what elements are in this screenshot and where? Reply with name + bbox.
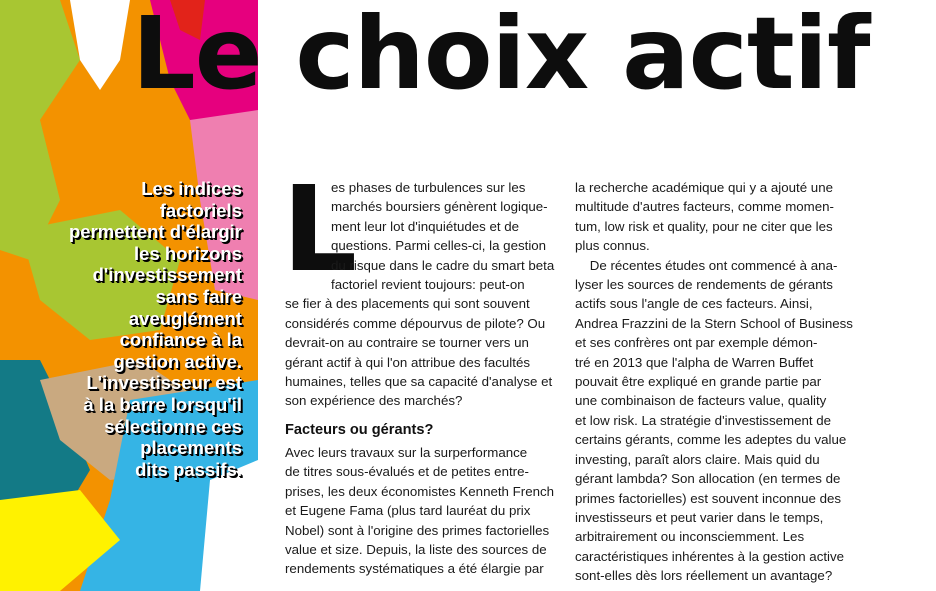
text-line: tum, low risk et quality, pour ne citer que les <box>575 218 833 234</box>
text-line: primes factorielles) est souvent inconnue des <box>575 490 842 506</box>
lede-line: factoriels <box>159 199 242 221</box>
text-line: devrait-on au contraire se tourner vers un <box>285 335 529 351</box>
text-line: factoriel revient toujours: peut-on <box>331 277 525 293</box>
text-line: son expérience des marchés? <box>285 393 463 409</box>
text-line: se fier à des placements qui sont souvent <box>285 296 530 312</box>
text-line: certains gérants, comme les adeptes du value <box>575 432 847 448</box>
text-line: Andrea Frazzini de la Stern School of Business <box>575 315 853 331</box>
text-line: questions. Parmi celles-ci, la gestion <box>331 238 547 254</box>
text-line: gérant actif à qui l'on attribue des facultés <box>285 354 530 370</box>
lede-line: d'investissement <box>92 264 242 286</box>
lede-line: aveuglément <box>128 307 242 329</box>
text-line: marchés boursiers génèrent logique- <box>331 199 548 215</box>
text-line: du risque dans le cadre du smart beta <box>331 257 555 273</box>
text-line: caractéristiques inhérentes à la gestion active <box>575 548 845 564</box>
column-1-intro <box>285 178 555 411</box>
text-line: considérés comme dépourvus de pilote? Ou <box>285 315 546 331</box>
lede-line: les horizons <box>134 242 242 264</box>
subheading: Facteurs ou gérants? <box>285 422 434 438</box>
lede-line: confiance à la <box>119 329 242 351</box>
text-line: gérant lambda? Son allocation (en termes de <box>575 471 841 487</box>
text-line: prises, les deux économistes Kenneth French <box>285 483 555 499</box>
lede-line: sélectionne ces <box>104 415 242 437</box>
lede-line: L'investisseur est <box>86 372 242 394</box>
lede-text <box>30 178 242 480</box>
text-line: Nobel) sont à l'origine des primes factorielles <box>285 522 550 538</box>
text-line: et ses confrères ont par exemple démon- <box>575 335 818 351</box>
text-line: tré en 2013 que l'alpha de Warren Buffet <box>575 354 814 370</box>
drop-cap: L <box>282 160 358 298</box>
text-line: Avec leurs travaux sur la surperformance <box>285 445 528 460</box>
text-line: investing, paraît alors claire. Mais quid du <box>575 451 820 467</box>
lede-line: permettent d'élargir <box>69 221 242 243</box>
text-line: la recherche académique qui y a ajouté une <box>575 180 833 195</box>
text-line: arbitrairement ou inconsciemment. Les <box>575 529 805 545</box>
text-line: value et size. Depuis, la liste des sources de <box>285 542 547 558</box>
lede-line: gestion active. <box>113 350 242 372</box>
column-2 <box>575 178 855 586</box>
column-1-body <box>285 443 554 579</box>
lede-line: Les indices <box>141 178 242 199</box>
text-line: multitude d'autres facteurs, comme momen- <box>575 199 834 215</box>
text-line: humaines, telles que sa capacité d'analyse et <box>285 374 553 390</box>
lede-line: placements <box>140 437 242 459</box>
text-line: et Eugene Fama (plus tard lauréat du prix <box>285 503 531 519</box>
text-line: investisseurs et peut varier dans le temps, <box>575 509 824 525</box>
text-line: et low risk. La stratégie d'investissement de <box>575 412 832 428</box>
text-line: actifs sous l'angle de ces facteurs. Ainsi, <box>575 296 813 312</box>
text-line: ment leur lot d'inquiétudes et de <box>331 218 520 234</box>
article-title: Le choix actif <box>132 0 870 112</box>
text-line: une combinaison de facteurs value, quality <box>575 393 827 409</box>
lede-line: à la barre lorsqu'il <box>83 393 242 415</box>
lede-line: sans faire <box>155 285 242 307</box>
text-line: rendements systématiques a été élargie par <box>285 561 544 577</box>
text-line: pouvait être expliqué en grande partie par <box>575 374 822 390</box>
text-line: de titres sous-évalués et de petites entre- <box>285 464 529 480</box>
text-line: es phases de turbulences sur les <box>331 180 526 195</box>
text-line: plus connus. <box>575 238 650 254</box>
lede-line: dits passifs. <box>135 458 242 480</box>
text-line: lyser les sources de rendements de gérants <box>575 277 833 293</box>
text-line: De récentes études ont commencé à ana- <box>575 257 838 273</box>
text-line: sont-elles dès lors réellement un avantage? <box>575 568 833 584</box>
